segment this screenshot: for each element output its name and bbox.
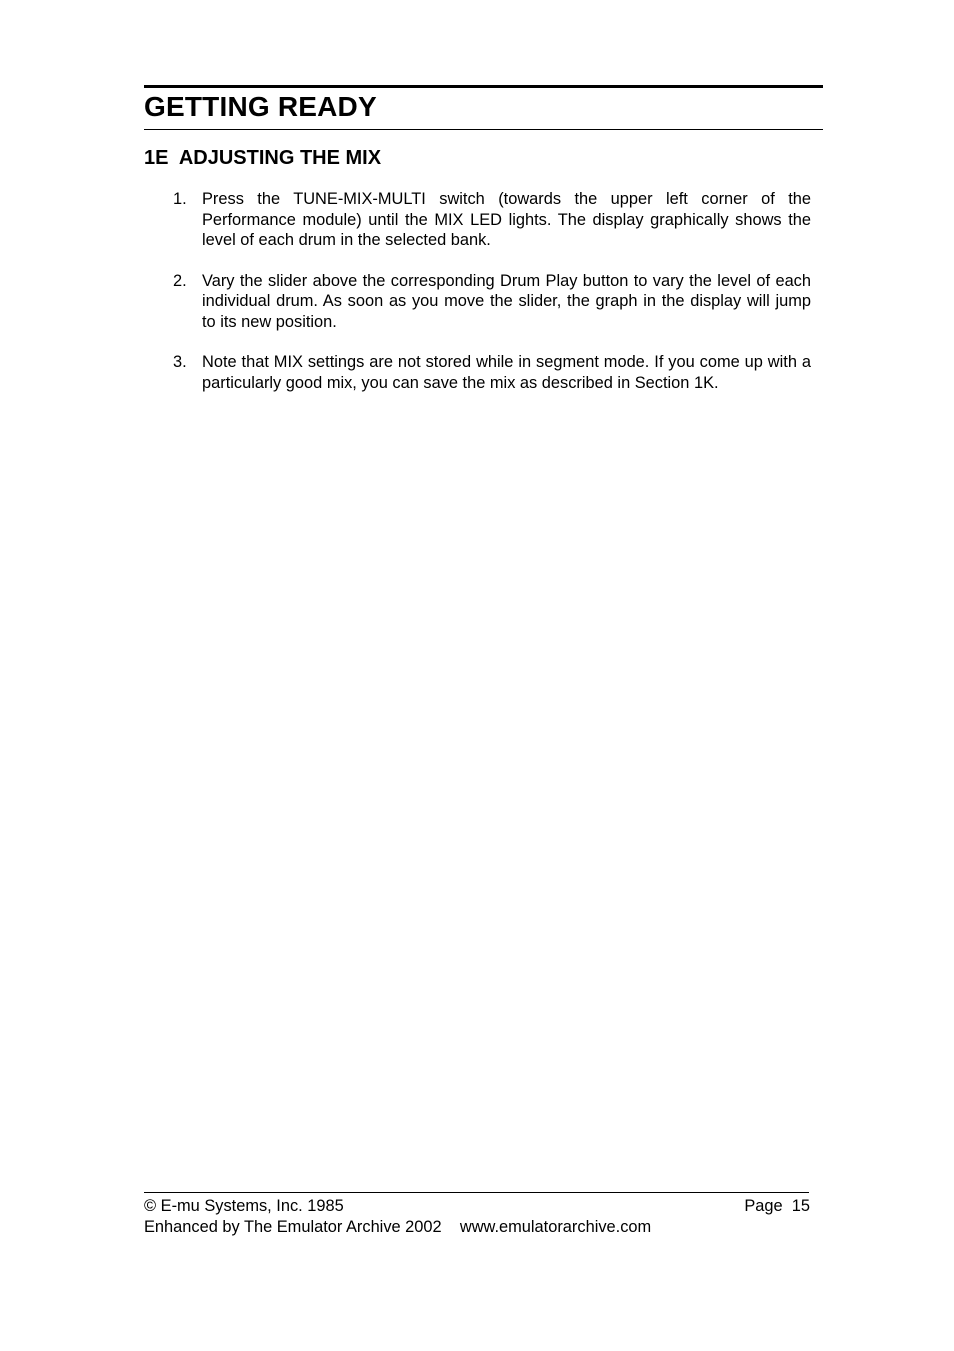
header-bottom-rule	[144, 129, 823, 130]
page-title: GETTING READY	[144, 91, 377, 122]
step-item	[144, 352, 811, 393]
footer-row-copyright	[144, 1196, 810, 1217]
steps-list	[144, 189, 811, 413]
section-heading: 1E ADJUSTING THE MIX	[144, 147, 382, 169]
step-number: 3.	[173, 353, 187, 371]
footer-page-number: Page 15	[744, 1197, 810, 1215]
step-text: Vary the slider above the corresponding Drum Play button to vary the level of each individual drum. As soon as you move the slider, the graph in the display will jump to its new position.	[202, 271, 811, 331]
step-number: 2.	[173, 271, 187, 290]
step-item	[144, 189, 811, 251]
step-text: Press the TUNE-MIX-MULTI switch (towards the upper left corner of the Performance module) until the MIX LED lights. The display graphically shows the level of each drum in the selected bank.	[202, 190, 811, 249]
footer-row-credits	[144, 1217, 810, 1238]
header-top-rule	[144, 85, 823, 88]
step-text: Note that MIX settings are not stored while in segment mode. If you come up with a particularly good mix, you can save the mix as described in Section 1K.	[202, 353, 811, 392]
footer-copyright: © E-mu Systems, Inc. 1985	[144, 1197, 344, 1215]
footer-website-link[interactable]: www.emulatorarchive.com	[459, 1217, 652, 1236]
page-footer	[144, 1196, 810, 1237]
footer-enhanced-by: Enhanced by The Emulator Archive 2002	[144, 1217, 442, 1236]
step-item	[144, 271, 811, 333]
footer-rule	[144, 1192, 809, 1193]
step-number: 1.	[173, 190, 187, 208]
